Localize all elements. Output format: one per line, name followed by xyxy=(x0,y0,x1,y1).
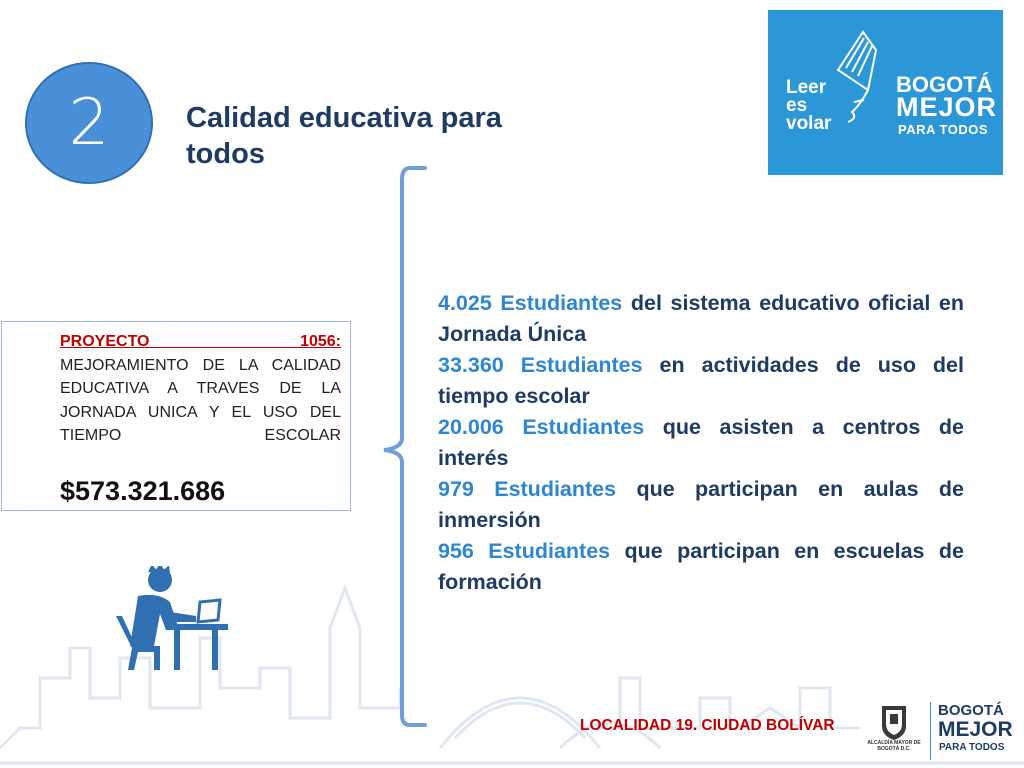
logo-volar: volar xyxy=(786,113,832,134)
curly-brace-divider xyxy=(370,160,440,730)
project-description: MEJORAMIENTO DE LA CALIDAD EDUCATIVA A TRAVES DE LA JORNADA UNICA Y EL USO DEL TIEMPO ESCOLAR xyxy=(60,356,341,444)
locality-label: LOCALIDAD 19. CIUDAD BOLÍVAR xyxy=(580,717,835,734)
stat-text: que participan en escuelas de formación xyxy=(438,539,964,594)
footer-logo-mejor: MEJOR xyxy=(938,718,1013,741)
logo-bogota: BOGOTÁ xyxy=(896,72,993,97)
footer-logo-para-todos: PARA TODOS xyxy=(939,742,1005,753)
stat-number: 979 Estudiantes xyxy=(438,477,617,501)
stat-number: 4.025 Estudiantes xyxy=(438,291,623,315)
stat-item xyxy=(438,536,964,598)
footer-divider xyxy=(930,702,931,760)
student-at-computer-icon xyxy=(108,566,238,676)
alcaldia-label: ALCALDÍA MAYOR DE BOGOTÁ D.C. xyxy=(867,740,921,752)
stat-text: en actividades de uso del tiempo escolar xyxy=(438,353,964,408)
slide-number-badge xyxy=(25,62,153,184)
stat-text: que asisten a centros de interés xyxy=(438,415,964,470)
stat-number: 20.006 Estudiantes xyxy=(438,415,645,439)
stat-text: que participan en aulas de inmersión xyxy=(438,477,964,532)
page-title: Calidad educativa para todos xyxy=(186,102,502,170)
student-stats-list xyxy=(438,288,964,598)
stat-text: del sistema educativo oficial en Jornada Única xyxy=(438,291,964,346)
stat-number: 956 Estudiantes xyxy=(438,539,611,563)
logo-mejor: MEJOR xyxy=(896,92,998,122)
logo-para-todos: PARA TODOS xyxy=(898,122,988,137)
leer-es-volar-logo xyxy=(768,10,1003,175)
stat-item xyxy=(438,412,964,474)
logo-leer: Leer xyxy=(786,77,827,98)
stat-item xyxy=(438,474,964,536)
project-text xyxy=(60,330,341,448)
stat-item xyxy=(438,350,964,412)
project-amount: $573.321.686 xyxy=(60,476,226,506)
stat-item xyxy=(438,288,964,350)
stat-number: 33.360 Estudiantes xyxy=(438,353,643,377)
logo-es: es xyxy=(786,95,808,116)
slide-number: 2 xyxy=(68,86,110,160)
project-heading: PROYECTO 1056: xyxy=(60,333,341,350)
footer-logo-bogota: BOGOTÁ xyxy=(938,702,1004,719)
coat-of-arms-icon xyxy=(874,702,914,762)
